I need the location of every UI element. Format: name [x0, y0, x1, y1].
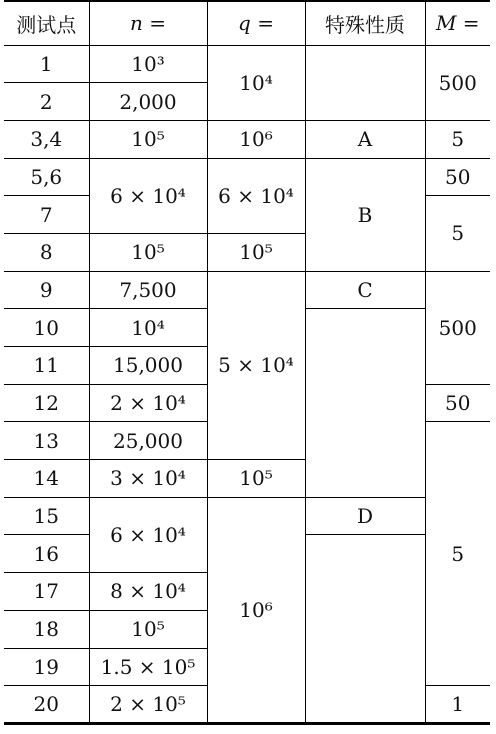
table-row — [4, 120, 490, 158]
cell-n: 10⁵ — [89, 233, 207, 271]
cell-test: 8 — [4, 233, 89, 271]
cell-q: 6 × 10⁴ — [207, 158, 305, 233]
cell-prop — [305, 535, 425, 723]
cell-m: 50 — [425, 158, 490, 196]
cell-test: 19 — [4, 648, 89, 686]
header-n: n = — [89, 1, 207, 45]
cell-m: 500 — [425, 271, 490, 384]
header-m: M = — [425, 1, 490, 45]
cell-test: 17 — [4, 573, 89, 611]
cell-n: 25,000 — [89, 422, 207, 460]
cell-test: 13 — [4, 422, 89, 460]
cell-test: 10 — [4, 309, 89, 347]
cell-n: 2 × 10⁴ — [89, 384, 207, 422]
cell-test: 18 — [4, 610, 89, 648]
cell-n: 6 × 10⁴ — [89, 497, 207, 572]
cell-test: 15 — [4, 497, 89, 535]
cell-q: 5 × 10⁴ — [207, 271, 305, 459]
cell-n: 15,000 — [89, 347, 207, 385]
cell-m: 5 — [425, 120, 490, 158]
cell-m: 5 — [425, 196, 490, 271]
cell-q: 10⁴ — [207, 45, 305, 120]
cell-prop: D — [305, 497, 425, 535]
cell-test: 12 — [4, 384, 89, 422]
cell-m: 1 — [425, 686, 490, 724]
cell-n: 3 × 10⁴ — [89, 460, 207, 498]
cell-test: 1 — [4, 45, 89, 83]
cell-n: 2 × 10⁵ — [89, 686, 207, 724]
header-special-property: 特殊性质 — [305, 1, 425, 45]
cell-n: 10⁵ — [89, 610, 207, 648]
cell-m: 50 — [425, 384, 490, 422]
header-test-point: 测试点 — [4, 1, 89, 45]
cell-n: 2,000 — [89, 83, 207, 121]
cell-test: 16 — [4, 535, 89, 573]
cell-test: 5,6 — [4, 158, 89, 196]
cell-test: 20 — [4, 686, 89, 724]
cell-q: 10⁶ — [207, 120, 305, 158]
table-row — [4, 271, 490, 309]
cell-q: 10⁵ — [207, 460, 305, 498]
cell-prop — [305, 309, 425, 497]
cell-test: 7 — [4, 196, 89, 234]
cell-test: 11 — [4, 347, 89, 385]
cell-n: 10⁵ — [89, 120, 207, 158]
cell-n: 10⁴ — [89, 309, 207, 347]
header-row — [4, 1, 490, 45]
cell-prop: B — [305, 158, 425, 271]
table-row — [4, 158, 490, 196]
cell-n: 10³ — [89, 45, 207, 83]
cell-test: 3,4 — [4, 120, 89, 158]
cell-test: 14 — [4, 460, 89, 498]
cell-n: 8 × 10⁴ — [89, 573, 207, 611]
constraints-table — [4, 0, 490, 725]
cell-q: 10⁶ — [207, 497, 305, 723]
cell-test: 2 — [4, 83, 89, 121]
cell-m: 5 — [425, 422, 490, 686]
cell-n: 6 × 10⁴ — [89, 158, 207, 233]
table-row — [4, 497, 490, 535]
cell-prop: A — [305, 120, 425, 158]
header-q: q = — [207, 1, 305, 45]
cell-n: 1.5 × 10⁵ — [89, 648, 207, 686]
cell-prop — [305, 45, 425, 120]
table-row — [4, 45, 490, 83]
cell-prop: C — [305, 271, 425, 309]
cell-test: 9 — [4, 271, 89, 309]
cell-q: 10⁵ — [207, 233, 305, 271]
cell-m: 500 — [425, 45, 490, 120]
cell-n: 7,500 — [89, 271, 207, 309]
